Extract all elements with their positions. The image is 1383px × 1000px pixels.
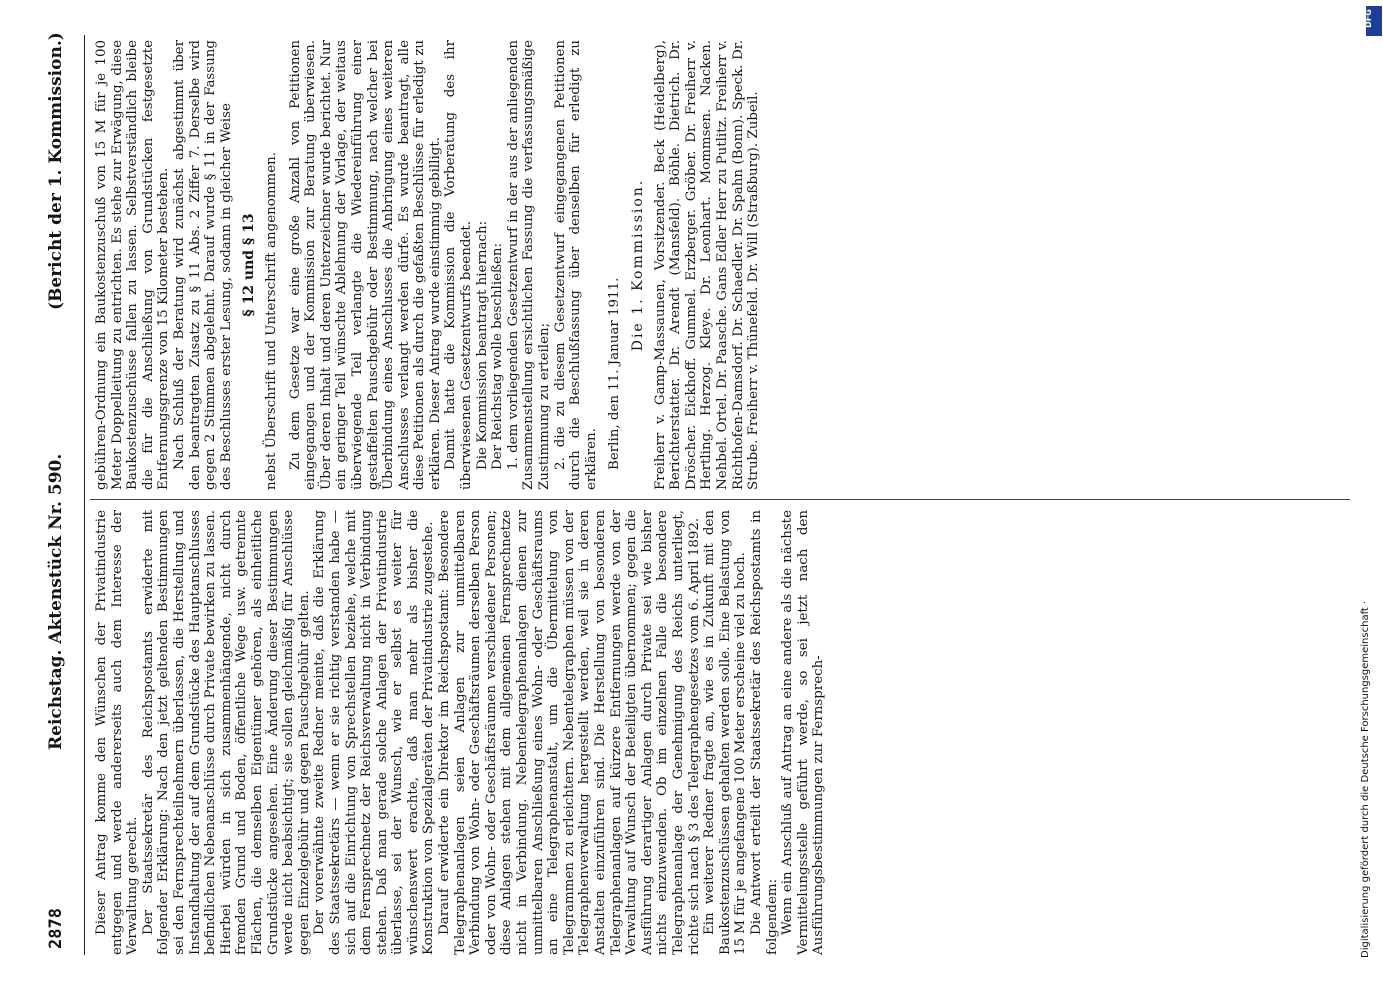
right-column <box>94 40 1344 490</box>
paragraph: Der vorerwähnte zweite Redner meinte, daß die Erklärung des Staatssekretärs — wenn er sie richtig verstanden habe — sich auf die Einrichtung von Sprechstellen beziehe, welche mit dem Fernsprechnetz der Reichsverwaltung nicht in Verbindung stehen. Daß man gerade solche Anlagen der Privatindustrie überlasse, sei der Wunsch, wie er selbst es weiter für wünschenswert erachte, daß man mehr als bisher die Konstruktion von Spezialgeräten der Privatindustrie zugestehe. <box>312 510 437 955</box>
digitization-note: Digitalisierung gefördert durch die Deutsche Forschungsgemeinschaft · <box>1360 600 1371 958</box>
document-title: Reichstag. Aktenstück Nr. 590. <box>46 453 66 750</box>
member-list: Freiherr v. Gamp-Massaunen, Vorsitzender. Beck (Heidelberg), Berichterstatter. Dr. Arendt (Mansfeld). Böhle. Dietrich. Dr. Dröscher. Eickhoff. Gummel. Erzberger. Gröber. Dr. Freiherr v. Hertling. Herzog. Kleye. Dr. Leonhart. Mommsen. Nacken. Nehbel. Ortel. Dr. Paasche. Gans Edler Herr zu Putlitz. Freiherr v. Richthofen-Damsdorf. Dr. Schaedler. Dr. Spahn (Bonn). Speck. Dr. Strube. Freiherr v. Thünefeld. Dr. Will (Straßburg). Zubeil. <box>652 40 762 490</box>
side-margin <box>1360 6 1378 996</box>
left-column <box>94 510 1344 955</box>
date-line: Berlin, den 11. Januar 1911. <box>607 277 623 470</box>
dfg-logo-text: DFG <box>1363 9 1373 28</box>
list-item: 1. dem vorliegenden Gesetzentwurf in der aus der anliegenden Zusammenstellung ersichtlichen Fassung die verfassungsmäßige Zustimmung zu erteilen; <box>505 40 553 490</box>
paragraph: Ein weiterer Redner fragte an, wie es in Zukunft mit den Baukostenzuschüssen gehalten werden solle. Eine Belastung von 15 M für je angefangene 100 Meter erscheine viel zu hoch. <box>702 510 749 955</box>
column-divider <box>90 499 1350 500</box>
paragraph: gebühren-Ordnung ein Baukostenzuschuß von 15 M für je 100 Meter Doppelleitung zu entrichten. Es stehe zur Erwägung, diese Baukostenzuschüsse fallen zu lassen. Selbstverständlich bleibe die für die Anschließung von Grundstücken festgesetzte Entfernungsgrenze von 15 Kilometer bestehen. <box>94 40 172 490</box>
section-heading: § 12 und § 13 <box>241 213 258 317</box>
paragraph: Der Staatssekretär des Reichspostamts erwiderte mit folgender Erklärung: Nach den jetzt geltenden Bestimmungen sei den Fernsprechteilnehmern überlassen, die Herstellung und Instandhaltung der auf dem Grundstücke des Hauptanschlusses befindlichen Nebenanschlüsse durch Private bewirken zu lassen. Hierbei würden in sich zusammenhängende, nicht durch fremden Grund und Boden, öffentliche Wege usw. getrennte Flächen, die demselben Eigentümer gehören, als einheitliche Grundstücke angesehen. Eine Änderung dieser Bestimmungen werde nicht beabsichtigt; sie sollen gleichmäßig für Anschlüsse gegen Einzelgebühr und gegen Pauschgebühr gelten. <box>140 510 312 955</box>
paragraph: Damit hatte die Kommission die Vorberatung des ihr überwiesenen Gesetzentwurfs beendet. <box>443 40 475 490</box>
dfg-logo <box>1363 6 1382 36</box>
page-number: 2878 <box>46 908 66 949</box>
rotated-document-sheet <box>40 32 1360 955</box>
list-item: 2. die zu diesem Gesetzentwurf eingegangenen Petitionen durch die Beschlußfassung über denselben für erledigt zu erklären. <box>552 40 599 490</box>
paragraph: Dieser Antrag komme den Wünschen der Privatindustrie entgegen und werde andererseits auch dem Interesse der Verwaltung gerecht. <box>94 510 141 955</box>
paragraph: nebst Überschrift und Unterschrift angenommen. <box>263 151 279 490</box>
paragraph: Zu dem Gesetze war eine große Anzahl von Petitionen eingegangen und der Kommission zur Beratung überwiesen. Über deren Inhalt und deren Unterzeichner wurde berichtet. Nur ein geringer Teil wünschte Ablehnung der Vorlage, der weitaus überwiegende Teil verlangte die Wiedereinführung einer gestaffelten Pauschgebühr oder Bestimmung, nach welcher bei Überbindung eines Anschlusses die Anbringung eines weiteren Anschlusses verlangt werden dürfe. Es wurde beantragt, alle diese Petitionen als durch die gefaßten Beschlüsse für erledigt zu erklären. Dieser Antrag wurde einstimmig gebilligt. <box>287 40 443 490</box>
paragraph: Die Kommission beantragt hiernach: <box>474 220 490 470</box>
page-header <box>40 32 85 955</box>
report-label: (Bericht der 1. Kommission.) <box>46 32 66 310</box>
paragraph: Darauf erwiderte ein Direktor im Reichspostamt: Besondere Telegraphenanlagen seien Anlagen zur unmittelbaren Verbindung von Wohn- oder Geschäftsräumen derselben Person oder von Wohn- oder Geschäftsräumen verschiedener Personen; diese Anlagen stehen mit dem allgemeinen Fernsprechnetze nicht in Verbindung. Nebentelegraphenanlagen dienen zur unmittelbaren Anschließung eines Wohn- oder Geschäftsraums an eine Telegraphenanstalt, um die Übermittelung von Telegrammen zu erleichtern. Nebentelegraphen müssen von der Telegraphenverwaltung hergestellt werden, weil sie in deren Anstalten einzuführen sind. Die Herstellung von besonderen Telegraphenanlagen auf kürzere Entfernungen werde von der Verwaltung auf Wunsch der Beteiligten übernommen; gegen die Ausführung derartiger Anlagen durch Private sei wie bisher nichts einzuwenden. Ob im einzelnen Falle die besondere Telegraphenanlage der Genehmigung des Reichs unterliegt, richte sich nach § 3 des Telegraphengesetzes vom 6. April 1892. <box>437 510 702 955</box>
paragraph: Der Reichstag wolle beschließen: <box>490 242 506 470</box>
paragraph: Nach Schluß der Beratung wird zunächst abgestimmt über den beantragten Zusatz zu § 11 Abs. 2 Ziffer 7. Derselbe wird gegen 2 Stimmen abgelehnt. Darauf wurde § 11 in der Fassung des Beschlusses erster Lesung, sodann in gleicher Weise <box>171 40 234 490</box>
paragraph: Die Antwort erteilt der Staatssekretär des Reichspostamts in folgendem: <box>748 510 780 955</box>
commission-title: Die 1. Kommission. <box>630 178 646 352</box>
paragraph: Wenn ein Anschluß auf Antrag an eine andere als die nächste Vermittelungsstelle geführt werde, so sei jetzt nach den Ausführungsbestimmungen zur Fernsprech- <box>780 510 827 955</box>
